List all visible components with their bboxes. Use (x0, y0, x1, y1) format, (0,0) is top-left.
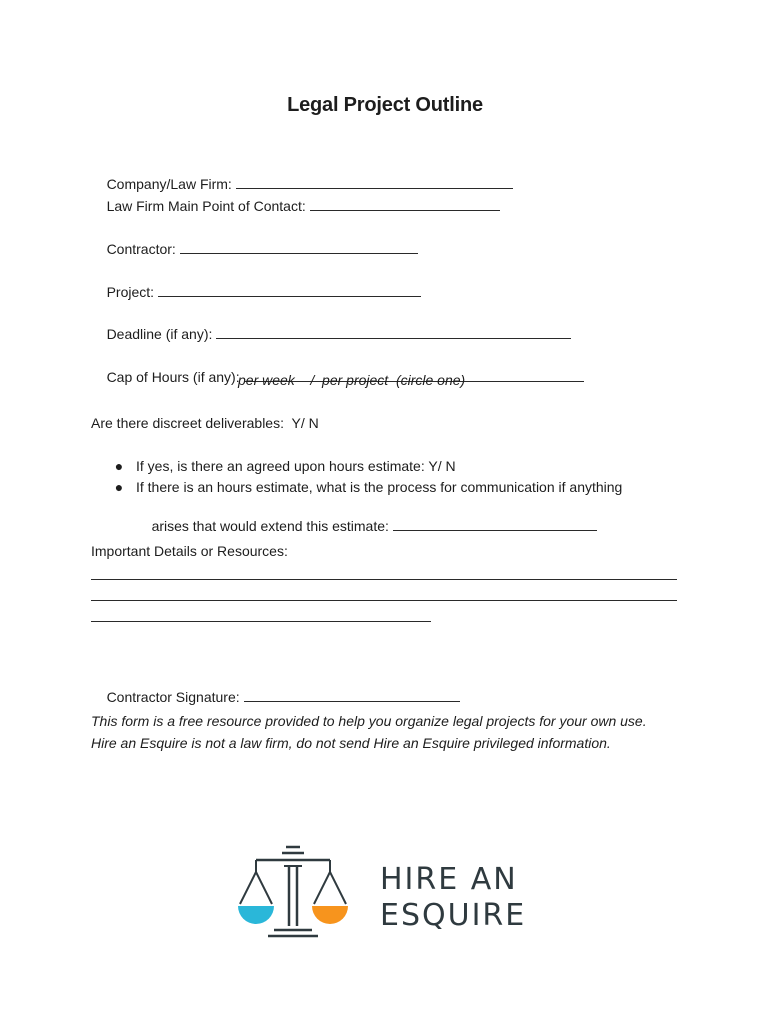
signature-label: Contractor Signature: (106, 689, 240, 705)
disclaimer-line-2: Hire an Esquire is not a law firm, do not send Hire an Esquire privileged information. (91, 735, 611, 751)
page-title: Legal Project Outline (287, 94, 483, 116)
deliverables-question: Are there discreet deliverables: Y/ N (91, 415, 319, 431)
disclaimer-line-1: This form is a free resource provided to help you organize legal projects for your own use. (91, 713, 647, 729)
right-pan (312, 906, 348, 924)
bullet-text: If yes, is there an agreed upon hours estimate: Y/ N (136, 458, 456, 474)
bullet-continuation-text: arises that would extend this estimate: (151, 518, 389, 534)
logo-text-line-2: ESQUIRE (380, 898, 527, 933)
important-details-label: Important Details or Resources: (91, 543, 288, 559)
scales-of-justice-icon (236, 842, 356, 942)
extend-estimate-blank[interactable] (393, 517, 597, 531)
bullet-icon: ● (114, 479, 124, 495)
contractor-label: Contractor: (106, 241, 176, 257)
details-line-3[interactable] (91, 621, 431, 622)
bullet-icon: ● (114, 458, 124, 474)
bullet-text: If there is an hours estimate, what is the process for communication if anything (136, 479, 623, 495)
project-blank[interactable] (158, 283, 421, 297)
company-label: Company/Law Firm: (106, 176, 232, 192)
left-pan (238, 906, 274, 924)
hire-an-esquire-logo (236, 842, 536, 942)
logo-text-line-1: HIRE AN (380, 862, 518, 897)
deadline-blank[interactable] (216, 325, 571, 339)
details-line-2[interactable] (91, 600, 677, 601)
contractor-blank[interactable] (180, 240, 418, 254)
contact-blank[interactable] (310, 197, 500, 211)
details-line-1[interactable] (91, 579, 677, 580)
contact-label: Law Firm Main Point of Contact: (106, 198, 306, 214)
deadline-label: Deadline (if any): (106, 326, 213, 342)
cap-options: per week / per project (circle one) (238, 372, 466, 388)
cap-hours-label: Cap of Hours (if any): (106, 369, 240, 385)
project-label: Project: (106, 284, 155, 300)
signature-blank[interactable] (244, 688, 460, 702)
